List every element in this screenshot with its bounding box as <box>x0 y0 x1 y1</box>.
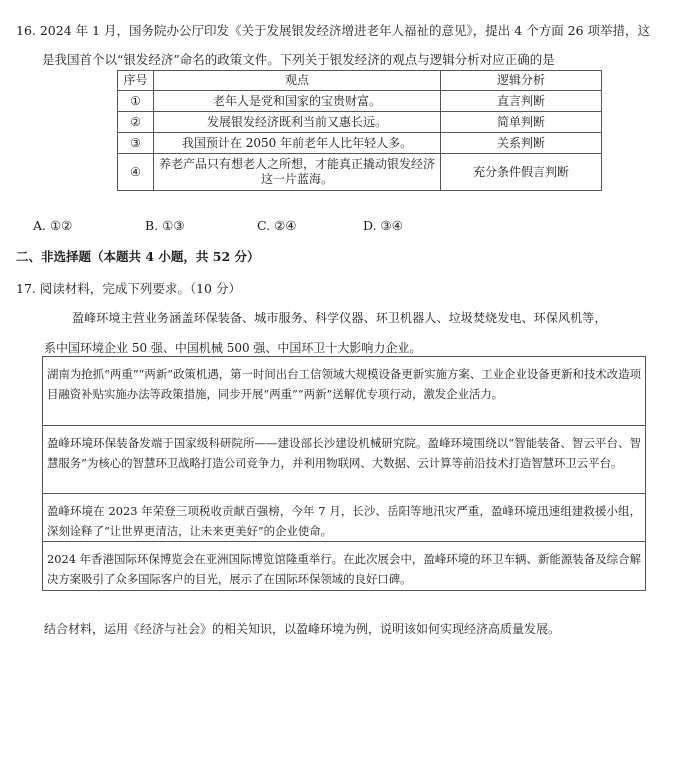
q16-stem-line2: 是我国首个以“银发经济”命名的政策文件。下列关于银发经济的观点与逻辑分析对应正确的是 <box>42 52 555 67</box>
material-paragraph-1: 湖南为抢抓“两重”“两新”政策机遇，第一时间出台工信领域大规模设备更新实施方案、工业企业设备更新和技术改造项目融资补贴实施办法等政策措施，同步开展“两重”“两新”送解优专项行动，激发企业活力。 <box>47 367 641 401</box>
row-logic: 关系判断 <box>441 133 602 154</box>
material-paragraph-3: 盈峰环境在 2023 年荣登三项税收贡献百强榜，今年 7 月，长沙、岳阳等地汛灾严重，盈峰环境迅速组建救援小组，深刻诠释了“让世界更清洁，让未来更美好”的企业使命。 <box>43 493 645 541</box>
q16-stem-line1: 16. 2024 年 1 月，国务院办公厅印发《关于发展银发经济增进老年人福祉的意见》，提出 4 个方面 26 项举措，这 <box>16 23 651 38</box>
row-logic: 充分条件假言判断 <box>441 154 602 191</box>
q17-intro-line2: 系中国环境企业 50 强、中国机械 500 强、中国环卫十大影响力企业。 <box>44 341 422 355</box>
row-viewpoint: 我国预计在 2050 年前老年人比年轻人多。 <box>154 133 441 154</box>
row-number: ① <box>118 91 154 112</box>
row-number: ② <box>118 112 154 133</box>
row-number: ④ <box>118 154 154 191</box>
row-viewpoint: 养老产品只有想老人之所想，才能真正撬动银发经济这一片蓝海。 <box>154 154 441 191</box>
section-heading: 二、非选择题（本题共 4 小题，共 52 分） <box>16 249 260 264</box>
table-header-row <box>118 71 602 91</box>
choice-b[interactable]: B. ①③ <box>145 218 185 233</box>
material-paragraph-4: 2024 年香港国际环保博览会在亚洲国际博览馆隆重举行。在此次展会中，盈峰环境的环卫车辆、新能源装备及综合解决方案吸引了众多国际客户的目光，展示了在国际环保领域的良好口碑。 <box>43 541 645 590</box>
table-row <box>118 133 602 154</box>
q17-intro-line1: 盈峰环境主营业务涵盖环保装备、城市服务、科学仪器、环卫机器人、垃圾焚烧发电、环保风机等， <box>72 311 607 325</box>
table-row <box>118 91 602 112</box>
choice-a[interactable]: A. ①② <box>33 218 73 233</box>
choice-c[interactable]: C. ②④ <box>257 218 297 233</box>
row-number: ③ <box>118 133 154 154</box>
header-logic: 逻辑分析 <box>441 71 602 91</box>
q17-material-box <box>42 356 646 591</box>
row-viewpoint: 发展银发经济既利当前又惠长远。 <box>154 112 441 133</box>
table-row <box>118 154 602 191</box>
q17-title: 17. 阅读材料，完成下列要求。（10 分） <box>16 281 241 296</box>
row-viewpoint: 老年人是党和国家的宝贵财富。 <box>154 91 441 112</box>
choice-d[interactable]: D. ③④ <box>363 218 403 233</box>
header-viewpoint: 观点 <box>154 71 441 91</box>
header-number: 序号 <box>118 71 154 91</box>
row-logic: 直言判断 <box>441 91 602 112</box>
q17-question: 结合材料，运用《经济与社会》的相关知识，以盈峰环境为例，说明该如何实现经济高质量发展。 <box>44 622 561 636</box>
material-paragraph-2: 盈峰环境环保装备发端于国家级科研院所——建设部长沙建设机械研究院。盈峰环境围绕以“智能装备、智云平台、智慧服务”为核心的智慧环卫战略打造公司竞争力，并利用物联网、大数据、云计算等前沿技术打造智慧环卫云平台。 <box>43 425 645 493</box>
table-row <box>118 112 602 133</box>
q16-table <box>117 70 602 191</box>
row-logic: 简单判断 <box>441 112 602 133</box>
